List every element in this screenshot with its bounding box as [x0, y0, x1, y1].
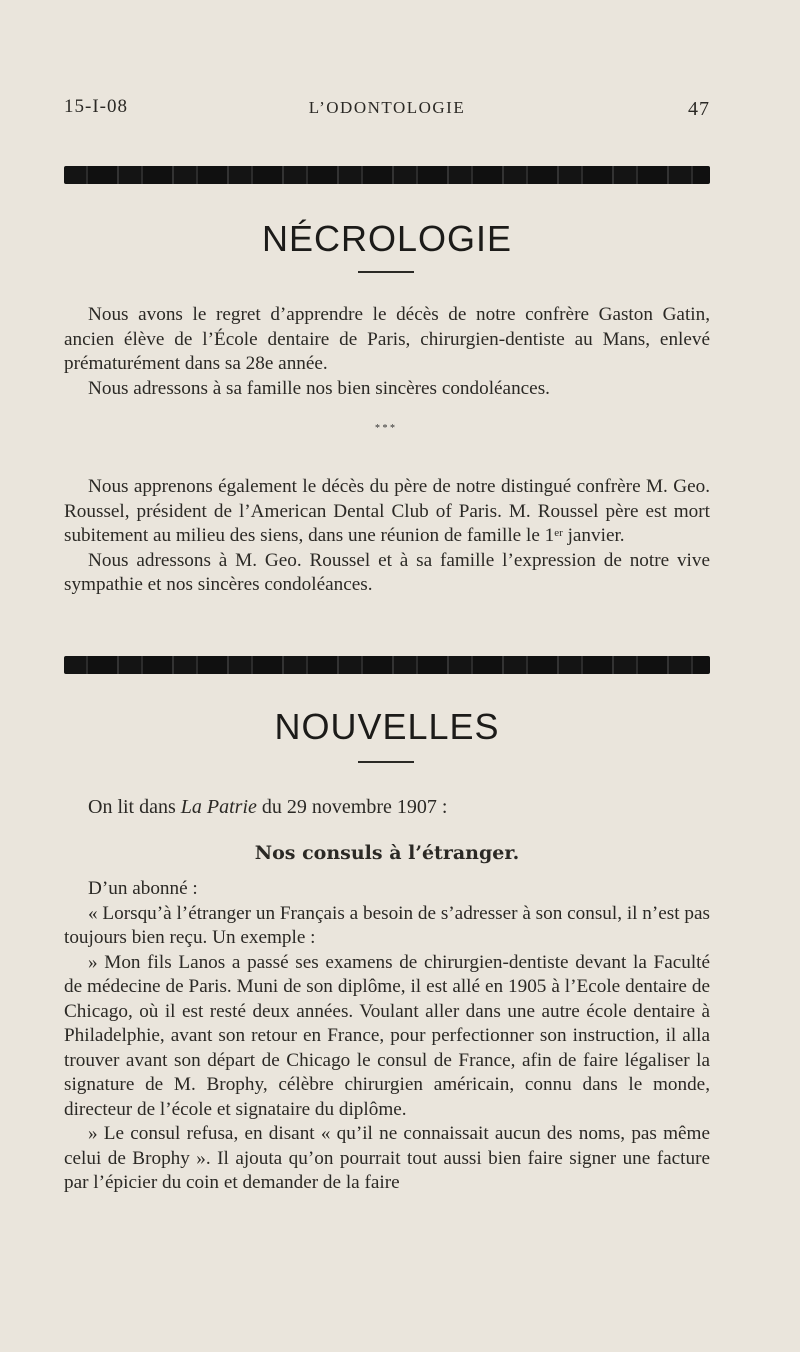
running-header: [64, 96, 710, 126]
necrologie-body-1: [64, 303, 710, 401]
intro-line: On lit dans La Patrie du 29 novembre 1907 :: [88, 796, 448, 818]
article-subheading: Nos consuls à l’étranger.: [254, 842, 520, 864]
journal-title: L’ODONTOLOGIE: [308, 98, 466, 117]
source-name: La Patrie: [180, 796, 257, 818]
paragraph: Nous adressons à sa famille nos bien sincères condoléances.: [88, 377, 550, 399]
page-number: 47: [688, 98, 710, 120]
ornamental-rule-middle: [64, 656, 710, 674]
section-title-nouvelles: NOUVELLES: [274, 706, 500, 747]
title-underline: [358, 271, 414, 273]
section-title-necrologie: NÉCROLOGIE: [261, 218, 513, 259]
asterism: * * *: [375, 423, 395, 434]
paragraph: Nous apprenons également le décès du père de notre distingué confrère M. Geo. Roussel, président de l’American Dental Club of Paris. M. Roussel père est mort subitement au milieu des siens, dans une réunion de famille le 1er janvier.: [64, 476, 710, 546]
paragraph: Nous avons le regret d’apprendre le décès de notre confrère Gaston Gatin, ancien élève de l’École dentaire de Paris, chirurgien-dentiste au Mans, enlevé prématurément dans sa 28e année.: [64, 304, 710, 374]
ornamental-rule-top: [64, 166, 710, 184]
paragraph: » Le consul refusa, en disant « qu’il ne connaissait aucun des noms, pas même celui de Brophy ». Il ajouta qu’on pourrait tout aussi bien faire signer une facture par l’épicier du coin et demander de la faire: [64, 1123, 710, 1193]
paragraph: « Lorsqu’à l’étranger un Français a besoin de s’adresser à son consul, il n’est pas toujours bien reçu. Un exemple :: [64, 902, 710, 948]
title-underline: [358, 761, 414, 763]
necrologie-body-2: [64, 475, 710, 598]
paragraph: » Mon fils Lanos a passé ses examens de chirurgien-dentiste devant la Faculté de médecine de Paris. Muni de son diplôme, il est allé en 1905 à l’Ecole dentaire de Chicago, où il est resté deux années. Voulant aller dans une autre école dentaire à Philadelphie, avant son retour en France, pour perfectionner son instruction, il alla trouver avant son départ de Chicago le consul de France, afin de faire légaliser la signature de M. Brophy, célèbre chirurgien américain, connu dans le monde, directeur de l’école et signataire du diplôme.: [64, 951, 710, 1120]
nouvelles-body: [64, 877, 710, 1196]
paragraph: Nous adressons à M. Geo. Roussel et à sa famille l’expression de notre vive sympathie et nos sincères condoléances.: [64, 549, 710, 595]
paragraph: D’un abonné :: [88, 878, 198, 899]
issue-date: 15-I-08: [64, 96, 128, 117]
